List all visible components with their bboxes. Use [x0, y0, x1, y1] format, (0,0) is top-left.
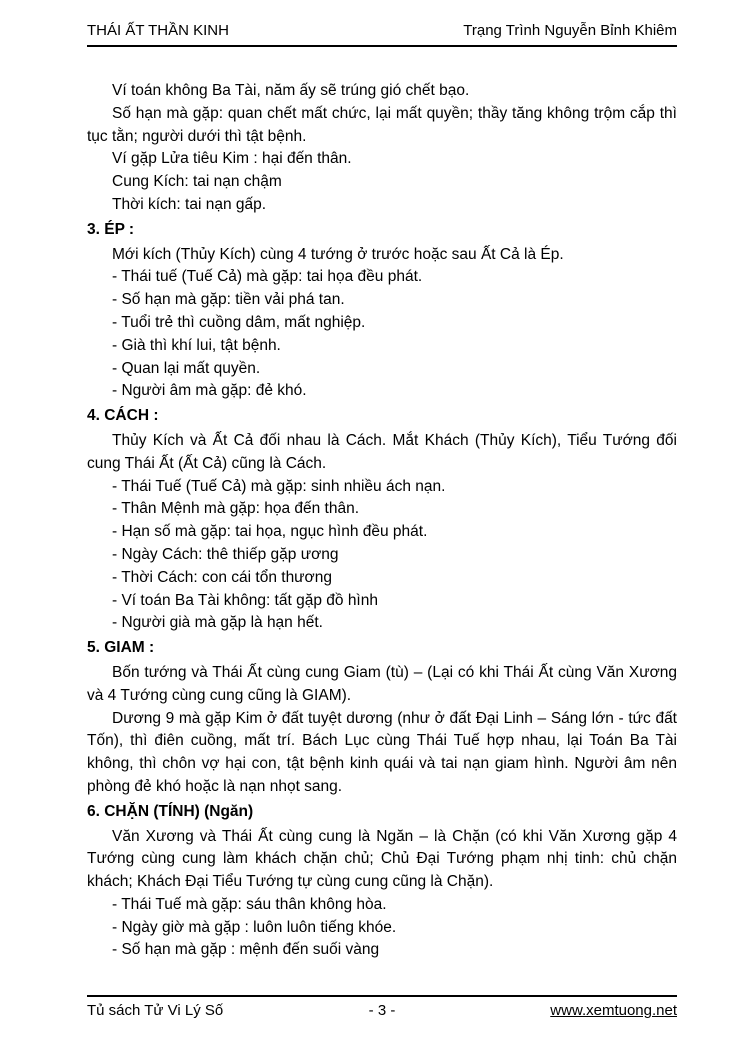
list-item: - Tuổi trẻ thì cuồng dâm, mất nghiệp.	[112, 313, 366, 331]
list-item: - Người già mà gặp là hạn hết.	[112, 614, 323, 632]
list-item: - Số hạn mà gặp : mệnh đến suối vàng	[112, 941, 380, 959]
paragraph: Ví gặp Lửa tiêu Kim : hại đến thân.	[112, 150, 352, 168]
list-item: - Già thì khí lui, tật bệnh.	[112, 336, 281, 354]
header-book-title: THÁI ẤT THẦN KINH	[87, 22, 229, 39]
list-item: - Quan lại mất quyền.	[112, 359, 261, 377]
list-item: - Hạn số mà gặp: tai họa, ngục hình đều phát.	[112, 523, 428, 541]
list-item: - Thái tuế (Tuế Cả) mà gặp: tai họa đều phát.	[112, 268, 423, 286]
section-heading: 3. ÉP :	[87, 220, 135, 238]
paragraph: Cung Kích: tai nạn chậm	[112, 173, 282, 191]
section-heading: 4. CÁCH :	[87, 407, 159, 425]
list-item: - Thái Tuế mà gặp: sáu thân không hòa.	[112, 895, 387, 913]
footer-page-number: - 3 -	[368, 1002, 396, 1019]
document-body	[87, 80, 677, 962]
header-author: Trạng Trình Nguyễn Bỉnh Khiêm	[463, 22, 677, 39]
page-header	[87, 22, 677, 47]
paragraph: Dương 9 mà gặp Kim ở đất tuyệt dương (như ở đất Đại Linh – Sáng lớn - tức đất Tốn), thì điên cuồng, mất trí. Bách Lục cùng Thái Tuế hợp nhau, lại Toán Ba Tài không, thì chôn vợ hại con, tật bệnh kinh quái và tai nạn giam hình. Người âm nên phòng đẻ khó hoặc là nạn nhọt sang.	[87, 709, 677, 795]
paragraph: Mới kích (Thủy Kích) cùng 4 tướng ở trước hoặc sau Ất Cả là Ép.	[112, 245, 564, 263]
list-item: - Thời Cách: con cái tổn thương	[112, 568, 332, 586]
paragraph: Số hạn mà gặp: quan chết mất chức, lại mất quyền; thầy tăng không trộm cắp thì tục tằn; người dưới thì tật bệnh.	[87, 104, 677, 145]
page-footer	[87, 995, 677, 1020]
footer-website-link[interactable]: www.xemtuong.net	[550, 1002, 678, 1019]
list-item: - Số hạn mà gặp: tiền vải phá tan.	[112, 291, 345, 309]
paragraph: Văn Xương và Thái Ất cùng cung là Ngăn – là Chặn (có khi Văn Xương gặp 4 Tướng cùng cung làm khách chặn chủ; Chủ Đại Tướng phạm nhị tinh: chủ chặn khách; Khách Đại Tiểu Tướng tự cùng cung cũng là Chặn).	[87, 827, 677, 891]
list-item: - Thái Tuế (Tuế Cả) mà gặp: sinh nhiều ách nạn.	[112, 477, 446, 495]
paragraph: Bốn tướng và Thái Ất cùng cung Giam (tù) – (Lại có khi Thái Ất cùng Văn Xương và 4 Tướng cùng cung cũng là GIAM).	[87, 663, 677, 704]
section-heading: 5. GIAM :	[87, 639, 155, 657]
list-item: - Người âm mà gặp: đẻ khó.	[112, 382, 307, 400]
section-heading: 6. CHẶN (TÍNH) (Ngăn)	[87, 802, 254, 820]
paragraph: Thời kích: tai nạn gấp.	[112, 195, 267, 213]
paragraph: Ví toán không Ba Tài, năm ấy sẽ trúng gió chết bạo.	[112, 82, 470, 99]
list-item: - Thân Mệnh mà gặp: họa đến thân.	[112, 500, 360, 518]
paragraph: Thủy Kích và Ất Cả đối nhau là Cách. Mắt Khách (Thủy Kích), Tiểu Tướng đối cung Thái Ất (Ất Cả) cũng là Cách.	[87, 431, 677, 472]
list-item: - Ngày giờ mà gặp : luôn luôn tiếng khóe.	[112, 918, 397, 936]
list-item: - Ví toán Ba Tài không: tất gặp đồ hình	[112, 591, 378, 609]
list-item: - Ngày Cách: thê thiếp gặp ương	[112, 545, 339, 563]
footer-series-title: Tủ sách Tử Vi Lý Số	[87, 1002, 224, 1019]
